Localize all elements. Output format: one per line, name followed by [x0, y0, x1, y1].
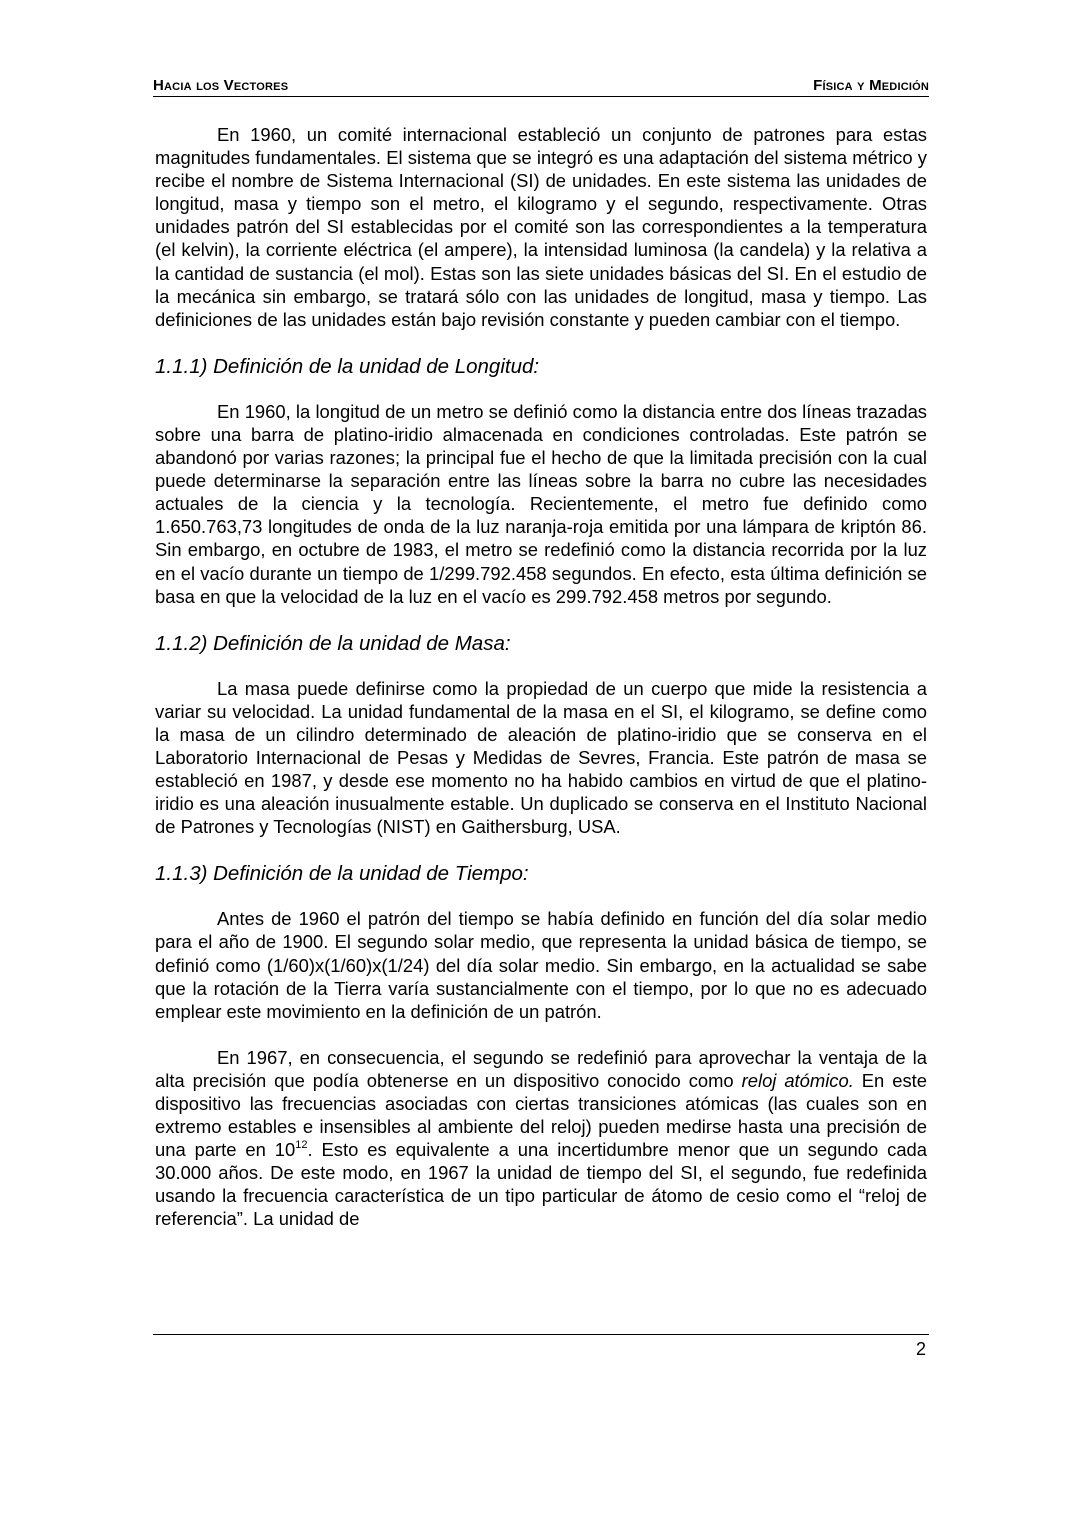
tiempo-p2-text-b: En este dispositivo las frecuencias asociadas con ciertas transiciones atómicas (las cuales son en extremo estables e insensibles al ambiente del reloj) pueden medirse hasta una precisión de una parte en 10	[155, 1069, 927, 1161]
running-header	[153, 72, 929, 97]
reloj-atomico-term: reloj atómico.	[741, 1069, 854, 1091]
page-number: 2	[915, 1339, 926, 1359]
tiempo-paragraph-2	[155, 1046, 927, 1231]
longitud-paragraph: En 1960, la longitud de un metro se definió como la distancia entre dos líneas trazadas sobre una barra de platino-iridio almacenada en condiciones controladas. Este patrón se abandonó por varias razones; la principal fue el hecho de que la limitada precisión con la cual puede determinarse la separación entre las líneas sobre la barra no cubre las necesidades actuales de la ciencia y la tecnología. Recientemente, el metro fue definido como 1.650.763,73 longitudes de onda de la luz naranja-roja emitida por una lámpara de kriptón 86. Sin embargo, en octubre de 1983, el metro se redefinió como la distancia recorrida por la luz en el vacío durante un tiempo de 1/299.792.458 segundos. En efecto, esta última definición se basa en que la velocidad de la luz en el vacío es 299.792.458 metros por segundo.	[155, 400, 927, 607]
section-heading-tiempo: 1.1.3) Definición de la unidad de Tiempo:	[155, 862, 529, 886]
header-left-title: Hacia los Vectores	[153, 77, 289, 94]
tiempo-p2-text-a: En 1967, en consecuencia, el segundo se redefinió para aprovechar la ventaja de la alta precisión que podía obtenerse en un dispositivo conocido como	[155, 1046, 927, 1091]
exponent: 12	[295, 1139, 308, 1152]
masa-paragraph: La masa puede definirse como la propiedad de un cuerpo que mide la resistencia a variar su velocidad. La unidad fundamental de la masa en el SI, el kilogramo, se define como la masa de un cilindro determinado de aleación de platino-iridio que se conserva en el Laboratorio Internacional de Pesas y Medidas de Sevres, Francia. Este patrón de masa se estableció en 1987, y desde ese momento no ha habido cambios en virtud de que el platino-iridio es una aleación inusualmente estable. Un duplicado se conserva en el Instituto Nacional de Patrones y Tecnologías (NIST) en Gaithersburg, USA.	[155, 677, 927, 838]
section-heading-masa: 1.1.2) Definición de la unidad de Masa:	[155, 631, 511, 655]
intro-paragraph: En 1960, un comité internacional estableció un conjunto de patrones para estas magnitudes fundamentales. El sistema que se integró es una adaptación del sistema métrico y recibe el nombre de Sistema Internacional (SI) de unidades. En este sistema las unidades de longitud, masa y tiempo son el metro, el kilogramo y el segundo, respectivamente. Otras unidades patrón del SI establecidas por el comité son las correspondientes a la temperatura (el kelvin), la corriente eléctrica (el ampere), la intensidad luminosa (la candela) y la relativa a la cantidad de sustancia (el mol). Estas son las siete unidades básicas del SI. En el estudio de la mecánica sin embargo, se tratará sólo con las unidades de longitud, masa y tiempo. Las definiciones de las unidades están bajo revisión constante y pueden cambiar con el tiempo.	[155, 124, 927, 330]
tiempo-p2-text-c: . Esto es equivalente a una incertidumbre menor que un segundo cada 30.000 años. De este modo, en 1967 la unidad de tiempo del SI, el segundo, fue redefinida usando la frecuencia característica de un tipo particular de átomo de cesio como el “reloj de referencia”. La unidad de	[155, 1139, 927, 1230]
page-body	[155, 123, 927, 1231]
section-heading-longitud: 1.1.1) Definición de la unidad de Longitud:	[155, 354, 540, 378]
footer-divider	[153, 1334, 929, 1335]
tiempo-paragraph-1: Antes de 1960 el patrón del tiempo se había definido en función del día solar medio para el año de 1900. El segundo solar medio, que representa la unidad básica de tiempo, se definió como (1/60)x(1/60)x(1/24) del día solar medio. Sin embargo, en la actualidad se sabe que la rotación de la Tierra varía sustancialmente con el tiempo, por lo que no es adecuado emplear este movimiento en la definición de un patrón.	[155, 908, 927, 1022]
header-right-title: Física y Medición	[813, 77, 929, 94]
